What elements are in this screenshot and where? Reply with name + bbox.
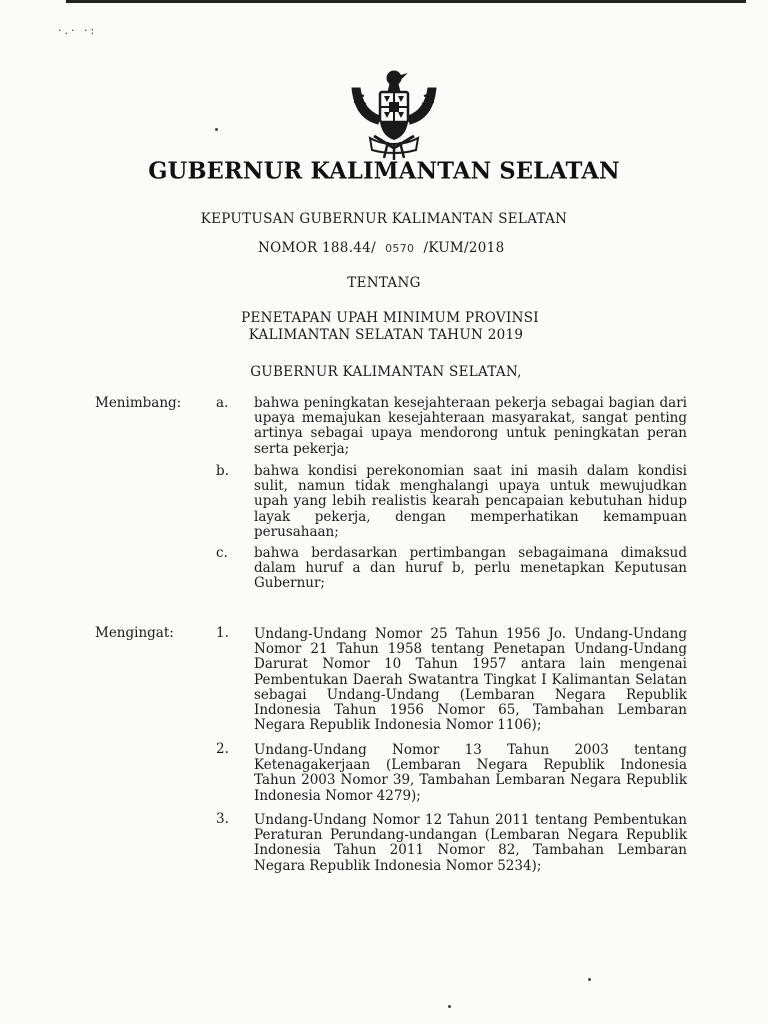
list-marker: b. (216, 463, 229, 479)
mengingat-item-1: Undang-Undang Nomor 25 Tahun 1956 Jo. Undang-Undang Nomor 21 Tahun 1958 tentang Penetapan Undang-Undang Darurat Nomor 10 Tahun 1957 antara lain mengenai Pembentukan Daerah Swatantra Tingkat I Kalimantan Selatan sebagai Undang-Undang (Lembaran Negara Republik Indonesia Tahun 1956 Nomor 65, Tambahan Lembaran Negara Republik Indonesia Nomor 1106); (254, 626, 687, 734)
scan-dot (215, 128, 218, 131)
list-marker: 3. (216, 811, 229, 827)
scan-dot (588, 978, 591, 981)
decree-number-suffix: /KUM/2018 (423, 240, 505, 256)
menimbang-item-b: bahwa kondisi perekonomian saat ini masih dalam kondisi sulit, namun tidak menghalangi upaya untuk mewujudkan upah yang lebih realistis kearah pencapaian kebutuhan hidup layak pekerja, dengan memperhatikan kemampuan perusahaan; (254, 463, 687, 540)
page-title: GUBERNUR KALIMANTAN SELATAN (148, 157, 620, 185)
decree-number-handwritten: 0570 (385, 242, 415, 255)
scan-specks: ·.· ·: (58, 24, 98, 37)
menimbang-label: Menimbang: (95, 395, 182, 411)
menimbang-item-a: bahwa peningkatan kesejahteraan pekerja sebagai bagian dari upaya memajukan kesejahteraan masyarakat, sangat penting artinya sebagai upaya mendorong untuk peningkatan peran serta pekerja; (254, 395, 687, 457)
list-marker: 2. (216, 741, 229, 757)
scan-edge (66, 0, 746, 3)
about-label: TENTANG (347, 275, 421, 291)
mengingat-item-3: Undang-Undang Nomor 12 Tahun 2011 tentang Pembentukan Peraturan Perundang-undangan (Lembaran Negara Republik Indonesia Tahun 2011 Nomor 82, Tambahan Lembaran Negara Republik Indonesia Nomor 5234); (254, 812, 687, 874)
mengingat-label: Mengingat: (95, 625, 174, 641)
list-marker: c. (216, 545, 228, 561)
decree-number-prefix: NOMOR 188.44/ (258, 240, 376, 256)
menimbang-item-c: bahwa berdasarkan pertimbangan sebagaimana dimaksud dalam huruf a dan huruf b, perlu menetapkan Keputusan Gubernur; (254, 545, 687, 592)
mengingat-item-2: Undang-Undang Nomor 13 Tahun 2003 tentang Ketenagakerjaan (Lembaran Negara Republik Indonesia Tahun 2003 Nomor 39, Tambahan Lembaran Negara Republik Indonesia Nomor 4279); (254, 742, 687, 804)
list-marker: 1. (216, 625, 229, 641)
decree-number (258, 240, 504, 256)
list-marker: a. (216, 395, 229, 411)
decree-type: KEPUTUSAN GUBERNUR KALIMANTAN SELATAN (200, 211, 568, 227)
subject-line-2: KALIMANTAN SELATAN TAHUN 2019 (248, 327, 524, 343)
garuda-emblem-icon (344, 58, 444, 162)
issuer-line: GUBERNUR KALIMANTAN SELATAN, (250, 364, 522, 380)
subject-line-1: PENETAPAN UPAH MINIMUM PROVINSI (241, 310, 539, 326)
scan-dot (448, 1005, 451, 1008)
